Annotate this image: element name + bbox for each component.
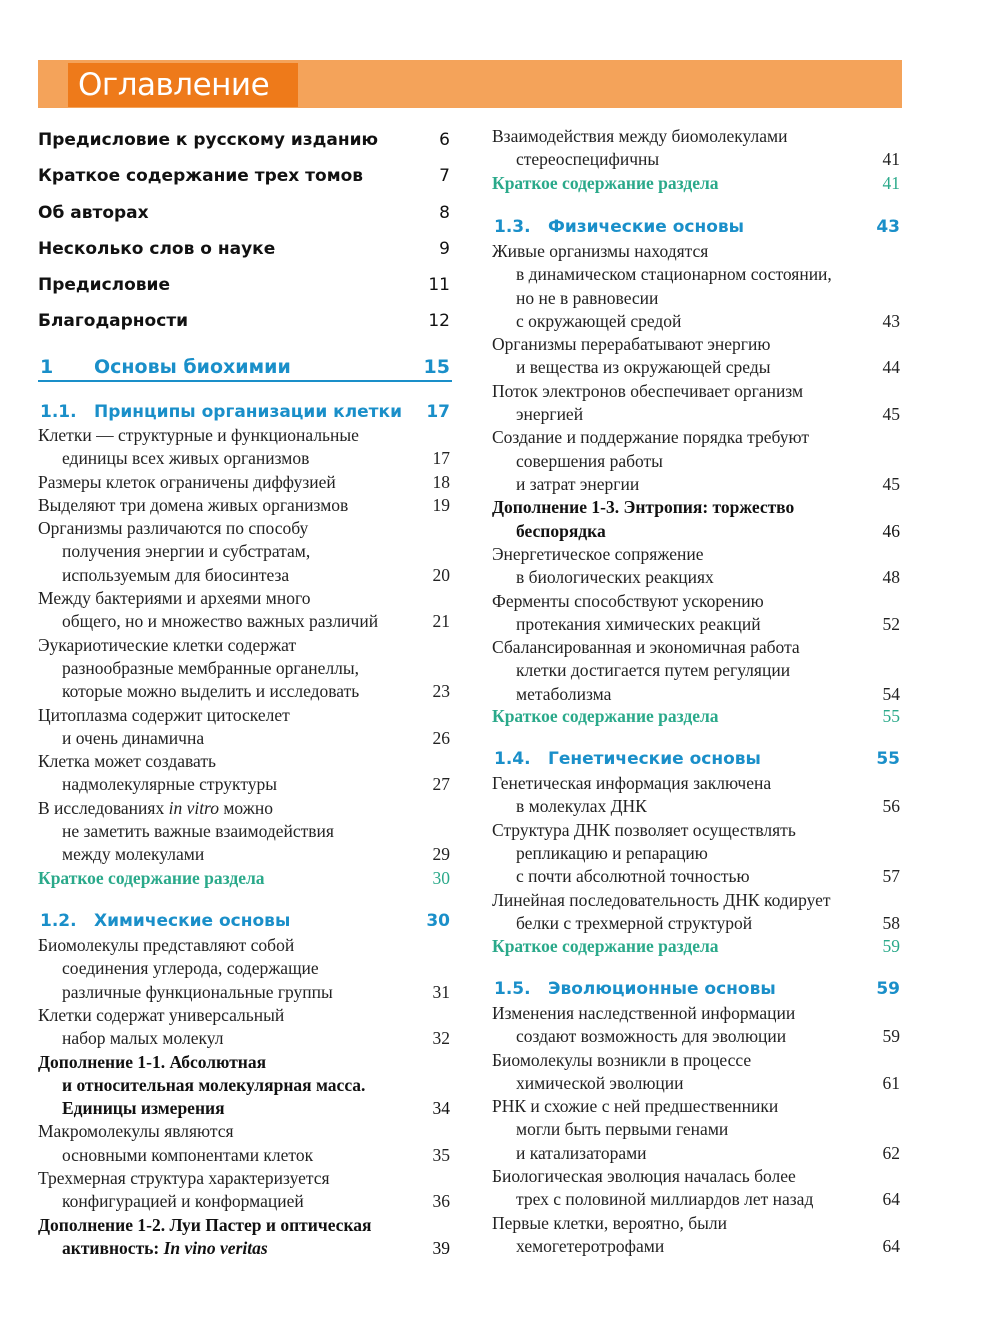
front-matter-page: 8 — [439, 203, 450, 223]
toc-entry-line: Трехмерная структура характеризуется — [38, 1168, 330, 1188]
front-matter-label: Благодарности — [38, 311, 189, 331]
section-title: Генетические основы — [548, 749, 761, 769]
summary-page: 55 — [882, 706, 900, 726]
front-matter-item[interactable] — [38, 239, 452, 261]
toc-entry[interactable] — [492, 380, 902, 427]
chapter-heading[interactable] — [38, 355, 452, 381]
summary-link-1-1[interactable] — [38, 867, 452, 891]
toc-entry-line: белки с трехмерной структурой — [516, 912, 753, 933]
section-title: Принципы организации клетки — [94, 402, 402, 422]
front-matter-item[interactable] — [38, 311, 452, 333]
toc-entry[interactable] — [492, 1095, 902, 1165]
toc-entry-line: надмолекулярные структуры — [62, 774, 278, 795]
page-title: Оглавление — [68, 63, 298, 107]
toc-entry[interactable] — [38, 1167, 452, 1214]
toc-entry-line: Поток электронов обеспечивает организм — [492, 380, 804, 401]
toc-entry-line: Клетки содержат универсальный — [38, 1004, 285, 1025]
front-matter-page: 6 — [439, 130, 450, 150]
toc-entry-title — [38, 797, 452, 867]
toc-entry-line: протекания химических реакций — [516, 613, 761, 634]
toc-entry-title — [38, 587, 452, 634]
toc-entry-title — [492, 496, 902, 543]
toc-entry-title — [38, 1051, 452, 1121]
toc-entry-page: 48 — [882, 567, 900, 588]
toc-entry-line: Дополнение 1-2. Луи Пастер и оптическая — [38, 1214, 372, 1235]
toc-entry-title — [492, 1212, 902, 1259]
toc-entry-title — [492, 125, 902, 172]
toc-entry-line: Создание и поддержание порядка требуют — [492, 427, 810, 448]
toc-entry-line: конфигурацией и конформацией — [62, 1191, 304, 1212]
toc-entry[interactable] — [492, 333, 902, 380]
toc-entry-line: и вещества из окружающей среды — [516, 357, 771, 378]
toc-entry-title — [38, 1120, 452, 1167]
toc-entry-line: совершения работы — [516, 450, 663, 471]
front-matter-label: Несколько слов о науке — [38, 239, 276, 259]
summary-label: Краткое содержание раздела — [492, 173, 719, 193]
toc-entry-line: химической эволюции — [516, 1072, 684, 1093]
front-matter-item[interactable] — [38, 275, 452, 297]
toc-entry-page: 23 — [432, 681, 450, 702]
toc-entry-line: Цитоплазма содержит цитоскелет — [38, 704, 290, 725]
toc-entry-page: 31 — [432, 981, 450, 1002]
toc-entry-title — [38, 750, 452, 797]
toc-entry-line: беспорядка — [516, 520, 606, 541]
toc-entry[interactable] — [38, 797, 452, 867]
toc-entry-page: 62 — [882, 1142, 900, 1163]
toc-entry-page: 34 — [432, 1098, 450, 1119]
toc-entry-title — [492, 240, 902, 333]
summary-link-1-2[interactable] — [492, 172, 902, 196]
toc-entry-line: различные функциональные группы — [62, 981, 333, 1002]
toc-entry-line: в молекулах ДНК — [516, 796, 647, 817]
toc-entry-line: Биологическая эволюция началась более — [492, 1166, 796, 1187]
toc-entry-page: 18 — [432, 471, 450, 492]
front-matter-page: 7 — [439, 166, 450, 186]
toc-entry-line: хемогетеротрофами — [516, 1235, 665, 1256]
toc-entry-line: создают возможность для эволюции — [516, 1026, 787, 1047]
toc-entry[interactable] — [492, 1002, 902, 1049]
summary-label: Краткое содержание раздела — [492, 936, 719, 956]
toc-entry[interactable] — [492, 1049, 902, 1096]
toc-entry[interactable] — [492, 819, 902, 889]
toc-entry-line: Сбалансированная и экономичная работа — [492, 637, 800, 658]
toc-entry-title — [38, 1214, 452, 1261]
section-number: 1.5. — [494, 979, 531, 999]
toc-entry-title — [492, 1049, 902, 1096]
toc-entry-page: 58 — [882, 912, 900, 933]
toc-entry-page: 26 — [432, 727, 450, 748]
section-title: Физические основы — [548, 217, 745, 237]
section-heading-1-1[interactable] — [38, 401, 452, 423]
section-number: 1.4. — [494, 749, 531, 769]
section-heading-1-4[interactable] — [492, 748, 902, 770]
section-page: 59 — [876, 979, 900, 999]
section-number: 1.2. — [40, 911, 77, 931]
toc-entry-page: 36 — [432, 1191, 450, 1212]
toc-entry-title — [492, 590, 902, 637]
toc-entry-title — [492, 1095, 902, 1165]
section-heading-1-2[interactable] — [38, 910, 452, 932]
toc-entry-line: не заметить важные взаимодействия — [62, 821, 334, 842]
toc-entry-page: 52 — [882, 613, 900, 634]
toc-entry-page: 61 — [882, 1072, 900, 1093]
front-matter-page: 12 — [428, 311, 450, 331]
toc-entry-line: разнообразные мембранные органеллы, — [62, 657, 360, 678]
toc-entry-line: В исследованиях in vitro можно — [38, 797, 273, 818]
toc-entry[interactable] — [38, 634, 452, 704]
toc-entry-line: используемым для биосинтеза — [62, 564, 290, 585]
toc-entry-title — [38, 634, 452, 704]
toc-entry-line: Выделяют три домена живых организмов — [38, 494, 349, 515]
toc-entry[interactable] — [492, 125, 902, 172]
toc-entry[interactable] — [38, 494, 452, 517]
toc-entry-title — [492, 636, 902, 706]
toc-entry-line: в биологических реакциях — [516, 567, 714, 588]
toc-entry[interactable] — [492, 590, 902, 637]
toc-entry-page: 29 — [432, 844, 450, 865]
toc-entry-page: 27 — [432, 774, 450, 795]
toc-entry-page: 39 — [432, 1237, 450, 1258]
toc-entry-title — [492, 333, 902, 380]
toc-entry-title — [492, 1002, 902, 1049]
toc-entry-line: Клетка может создавать — [38, 751, 216, 772]
toc-entry-line: но не в равновесии — [516, 287, 659, 308]
toc-entry[interactable] — [492, 240, 902, 333]
chapter-rule — [38, 380, 452, 382]
toc-entry-page: 35 — [432, 1144, 450, 1165]
toc-entry-line: метаболизма — [516, 683, 612, 704]
toc-entry-line: основными компонентами клеток — [62, 1144, 314, 1165]
summary-link-1-4[interactable] — [492, 935, 902, 959]
toc-entry-page: 46 — [882, 520, 900, 541]
front-matter-item[interactable] — [38, 130, 452, 152]
section-title: Химические основы — [94, 911, 291, 931]
toc-entry-line: Клетки — структурные и функциональные — [38, 425, 359, 445]
section-page: 43 — [876, 217, 900, 237]
front-matter-label: Предисловие к русскому изданию — [38, 130, 379, 150]
toc-entry-title — [38, 704, 452, 751]
toc-entry-line: и затрат энергии — [516, 473, 640, 494]
toc-entry[interactable] — [38, 1004, 452, 1051]
toc-entry[interactable] — [38, 424, 452, 471]
chapter-page: 15 — [423, 356, 450, 378]
toc-entry-line: Организмы различаются по способу — [38, 518, 309, 539]
chapter-title: Основы биохимии — [94, 356, 291, 378]
summary-label: Краткое содержание раздела — [492, 706, 719, 726]
section-number: 1.1. — [40, 402, 77, 422]
summary-page: 30 — [432, 868, 450, 888]
toc-entry[interactable] — [492, 772, 902, 819]
toc-entry-title — [492, 380, 902, 427]
toc-entry-title — [38, 471, 452, 494]
toc-entry-title — [492, 819, 902, 889]
toc-entry-title — [492, 543, 902, 590]
toc-entry-page: 59 — [882, 1026, 900, 1047]
toc-entry-line: Первые клетки, вероятно, были — [492, 1212, 728, 1233]
section-page: 55 — [876, 749, 900, 769]
toc-entry-title — [38, 517, 452, 587]
toc-entry-line: Эукариотические клетки содержат — [38, 634, 297, 655]
toc-entry-title — [38, 934, 452, 1004]
front-matter-label: Краткое содержание трех томов — [38, 166, 364, 186]
section-title: Эволюционные основы — [548, 979, 776, 999]
toc-entry[interactable] — [492, 889, 902, 936]
toc-entry[interactable] — [492, 426, 902, 496]
front-matter-item[interactable] — [38, 203, 452, 225]
toc-entry-page: 64 — [882, 1235, 900, 1256]
toc-entry-line: Дополнение 1-1. Абсолютная — [38, 1051, 267, 1072]
toc-entry-page: 64 — [882, 1189, 900, 1210]
toc-entry-line: общего, но и множество важных различий — [62, 611, 379, 632]
toc-entry-line: репликацию и репарацию — [516, 842, 708, 863]
toc-entry-page: 45 — [882, 473, 900, 494]
toc-entry-line: стереоспецифичны — [516, 149, 660, 170]
section-heading-1-3[interactable] — [492, 216, 902, 238]
toc-entry-line: трех с половиной миллиардов лет назад — [516, 1189, 814, 1210]
toc-entry[interactable] — [38, 1120, 452, 1167]
toc-entry-line: активность: In vino veritas — [62, 1237, 268, 1258]
toc-entry-page: 19 — [432, 494, 450, 515]
toc-entry-line: Дополнение 1-3. Энтропия: торжество — [492, 497, 795, 518]
front-matter-page: 11 — [428, 275, 450, 295]
toc-entry[interactable] — [38, 1051, 452, 1121]
chapter-number: 1 — [40, 356, 54, 378]
toc-entry-line: Между бактериями и археями много — [38, 588, 311, 609]
toc-entry-line: клетки достигается путем регуляции — [516, 660, 791, 681]
toc-entry-page: 32 — [432, 1028, 450, 1049]
toc-entry-page: 45 — [882, 404, 900, 425]
toc-entry-line: между молекулами — [62, 844, 205, 865]
toc-entry[interactable] — [38, 587, 452, 634]
toc-entry-line: с окружающей средой — [516, 310, 682, 331]
toc-entry[interactable] — [38, 471, 452, 494]
toc-entry-line: и катализаторами — [516, 1142, 647, 1163]
toc-entry-page: 17 — [432, 448, 450, 469]
toc-entry-line: Живые организмы находятся — [492, 241, 709, 261]
front-matter-label: Предисловие — [38, 275, 170, 295]
toc-entry[interactable] — [38, 934, 452, 1004]
toc-entry-line: Взаимодействия между биомолекулами — [492, 126, 788, 146]
toc-entry[interactable] — [38, 750, 452, 797]
toc-entry-line: могли быть первыми генами — [516, 1119, 729, 1140]
toc-entry-line: с почти абсолютной точностью — [516, 866, 750, 887]
toc-entry-line: Биомолекулы представляют собой — [38, 935, 295, 955]
toc-entry-page: 44 — [882, 357, 900, 378]
toc-entry[interactable] — [492, 1212, 902, 1259]
toc-entry-line: Биомолекулы возникли в процессе — [492, 1049, 752, 1070]
section-heading-1-5[interactable] — [492, 978, 902, 1000]
toc-entry-page: 57 — [882, 866, 900, 887]
summary-page: 41 — [882, 173, 900, 193]
toc-entry[interactable] — [492, 496, 902, 543]
toc-entry-page: 20 — [432, 564, 450, 585]
toc-entry[interactable] — [492, 636, 902, 706]
toc-entry-title — [38, 494, 452, 517]
toc-entry-line: Единицы измерения — [62, 1098, 225, 1119]
toc-entry-line: Организмы перерабатывают энергию — [492, 334, 771, 355]
summary-label: Краткое содержание раздела — [38, 868, 265, 888]
toc-entry-title — [38, 1004, 452, 1051]
toc-entry-line: единицы всех живых организмов — [62, 448, 310, 469]
section-page: 30 — [426, 911, 450, 931]
toc-entry-title — [38, 1167, 452, 1214]
toc-entry-title — [492, 1165, 902, 1212]
toc-entry-line: РНК и схожие с ней предшественники — [492, 1096, 779, 1117]
toc-entry-line: Ферменты способствуют ускорению — [492, 590, 764, 611]
toc-entry-line: Изменения наследственной информации — [492, 1003, 796, 1023]
summary-page: 59 — [882, 936, 900, 956]
toc-entry-title — [38, 424, 452, 471]
toc-entry-page: 54 — [882, 683, 900, 704]
section-number: 1.3. — [494, 217, 531, 237]
toc-entry[interactable] — [38, 1214, 452, 1261]
toc-entry-line: которые можно выделить и исследовать — [62, 681, 360, 702]
toc-entry-line: соединения углерода, содержащие — [62, 958, 319, 979]
toc-entry-page: 41 — [882, 149, 900, 170]
front-matter-label: Об авторах — [38, 203, 149, 223]
toc-entry-line: Макромолекулы являются — [38, 1121, 234, 1142]
toc-entry[interactable] — [492, 1165, 902, 1212]
toc-entry-line: Линейная последовательность ДНК кодирует — [492, 889, 831, 910]
summary-link-1-3[interactable] — [492, 705, 902, 729]
toc-entry-page: 21 — [432, 611, 450, 632]
toc-banner — [38, 60, 902, 108]
toc-entry-line: в динамическом стационарном состоянии, — [516, 264, 832, 285]
toc-entry-line: Размеры клеток ограничены диффузией — [38, 471, 336, 492]
toc-entry-line: получения энергии и субстратам, — [62, 541, 311, 562]
toc-entry-page: 43 — [882, 310, 900, 331]
toc-entry-page: 56 — [882, 796, 900, 817]
toc-entry[interactable] — [38, 517, 452, 587]
toc-entry-title — [492, 772, 902, 819]
section-page: 17 — [426, 402, 450, 422]
toc-entry-line: набор малых молекул — [62, 1028, 224, 1049]
toc-entry-title — [492, 889, 902, 936]
toc-entry[interactable] — [492, 543, 902, 590]
toc-entry[interactable] — [38, 704, 452, 751]
toc-entry-line: энергией — [516, 404, 584, 425]
toc-entry-line: Структура ДНК позволяет осуществлять — [492, 819, 796, 840]
front-matter-item[interactable] — [38, 166, 452, 188]
toc-entry-line: Энергетическое сопряжение — [492, 543, 704, 564]
toc-entry-line: и очень динамична — [62, 727, 205, 748]
front-matter-page: 9 — [439, 239, 450, 259]
toc-entry-line: и относительная молекулярная масса. — [62, 1074, 366, 1095]
toc-entry-title — [492, 426, 902, 496]
toc-entry-line: Генетическая информация заключена — [492, 773, 772, 793]
